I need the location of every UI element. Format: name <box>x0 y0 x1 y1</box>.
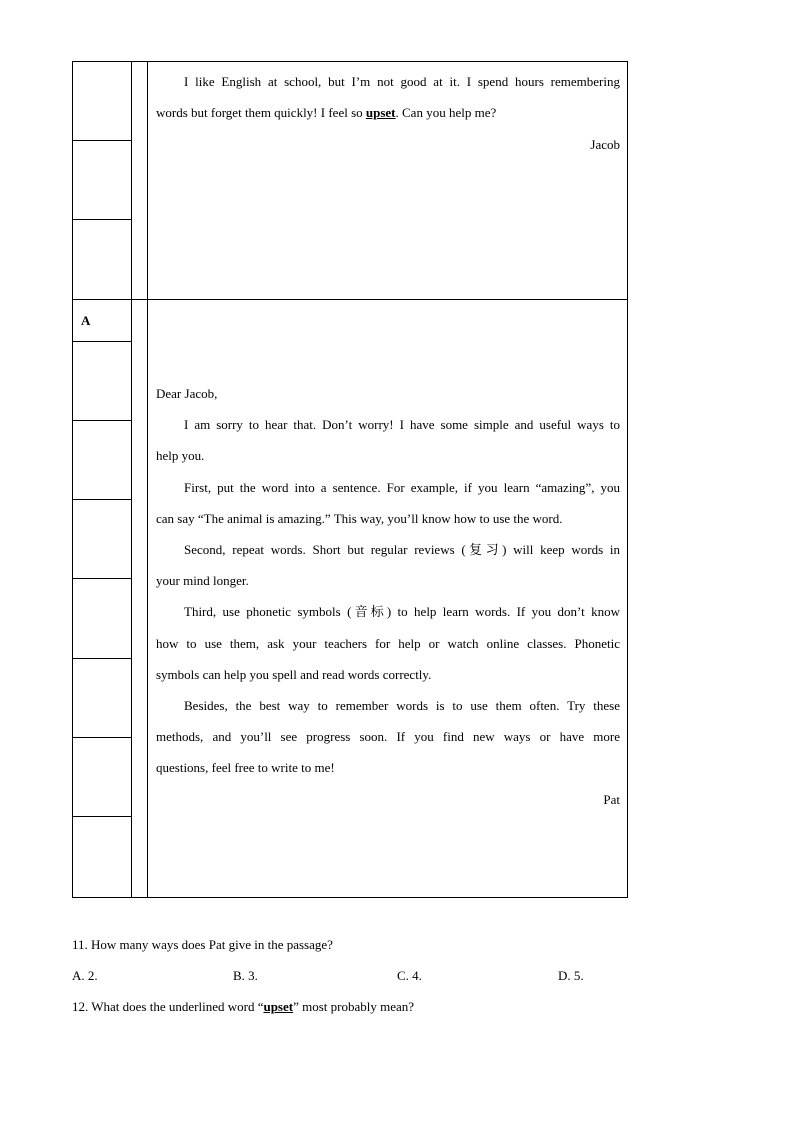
letter1-line2-before: words but forget them quickly! I feel so <box>156 105 366 120</box>
lower-row-divider-7 <box>72 816 131 817</box>
letter2-p2-line1: First, put the word into a sentence. For example, if you learn “amazing”, you <box>184 480 620 495</box>
letter1-line2-after: . Can you help me? <box>395 105 497 120</box>
q12-before: 12. What does the underlined word “ <box>72 999 264 1014</box>
underlined-word-upset: upset <box>365 105 396 120</box>
question-11: 11. How many ways does Pat give in the passage? <box>72 937 333 952</box>
letter2-p1-line2: help you. <box>156 448 205 463</box>
question-12 <box>72 999 414 1015</box>
letter1-line2 <box>156 105 496 121</box>
q12-after: ” most probably mean? <box>293 999 415 1014</box>
q12-underlined-word: upset <box>263 999 294 1014</box>
letter1-signature: Jacob <box>590 137 620 152</box>
upper-table <box>72 61 628 300</box>
lower-row-divider-1 <box>72 341 131 342</box>
letter2-p5-line3: questions, feel free to write to me! <box>156 760 335 775</box>
q11-option-d: D. 5. <box>558 968 584 983</box>
letter2-p5-line1: Besides, the best way to remember words is to use them often. Try these <box>184 698 620 713</box>
upper-col-divider-2 <box>147 61 148 300</box>
lower-row-divider-6 <box>72 737 131 738</box>
letter1-line1: I like English at school, but I’m not good at it. I spend hours remembering <box>184 74 620 89</box>
letter2-p4-line1: Third, use phonetic symbols (音标) to help learn words. If you don’t know <box>184 604 620 619</box>
q11-option-a: A. 2. <box>72 968 98 983</box>
letter2-greeting: Dear Jacob, <box>156 386 218 401</box>
letter2-p4-line3: symbols can help you spell and read words correctly. <box>156 667 432 682</box>
letter2-p4-line2: how to use them, ask your teachers for help or watch online classes. Phonetic <box>156 636 620 651</box>
lower-col-divider-2 <box>147 299 148 898</box>
lower-col-divider-1 <box>131 299 132 898</box>
q11-option-b: B. 3. <box>233 968 258 983</box>
side-label: A <box>81 313 91 328</box>
letter2-signature: Pat <box>603 792 620 807</box>
lower-row-divider-3 <box>72 499 131 500</box>
upper-row-divider-1 <box>72 140 131 141</box>
letter2-p5-line2: methods, and you’ll see progress soon. If you find new ways or have more <box>156 729 620 744</box>
lower-row-divider-5 <box>72 658 131 659</box>
letter2-p3-line2: your mind longer. <box>156 573 249 588</box>
letter2-p3-line1: Second, repeat words. Short but regular reviews (复习) will keep words in <box>184 542 620 557</box>
lower-row-divider-2 <box>72 420 131 421</box>
upper-col-divider-1 <box>131 61 132 300</box>
lower-row-divider-4 <box>72 578 131 579</box>
upper-row-divider-2 <box>72 219 131 220</box>
q11-option-c: C. 4. <box>397 968 422 983</box>
letter2-p2-line2: can say “The animal is amazing.” This way, you’ll know how to use the word. <box>156 511 563 526</box>
letter2-p1-line1: I am sorry to hear that. Don’t worry! I have some simple and useful ways to <box>184 417 620 432</box>
